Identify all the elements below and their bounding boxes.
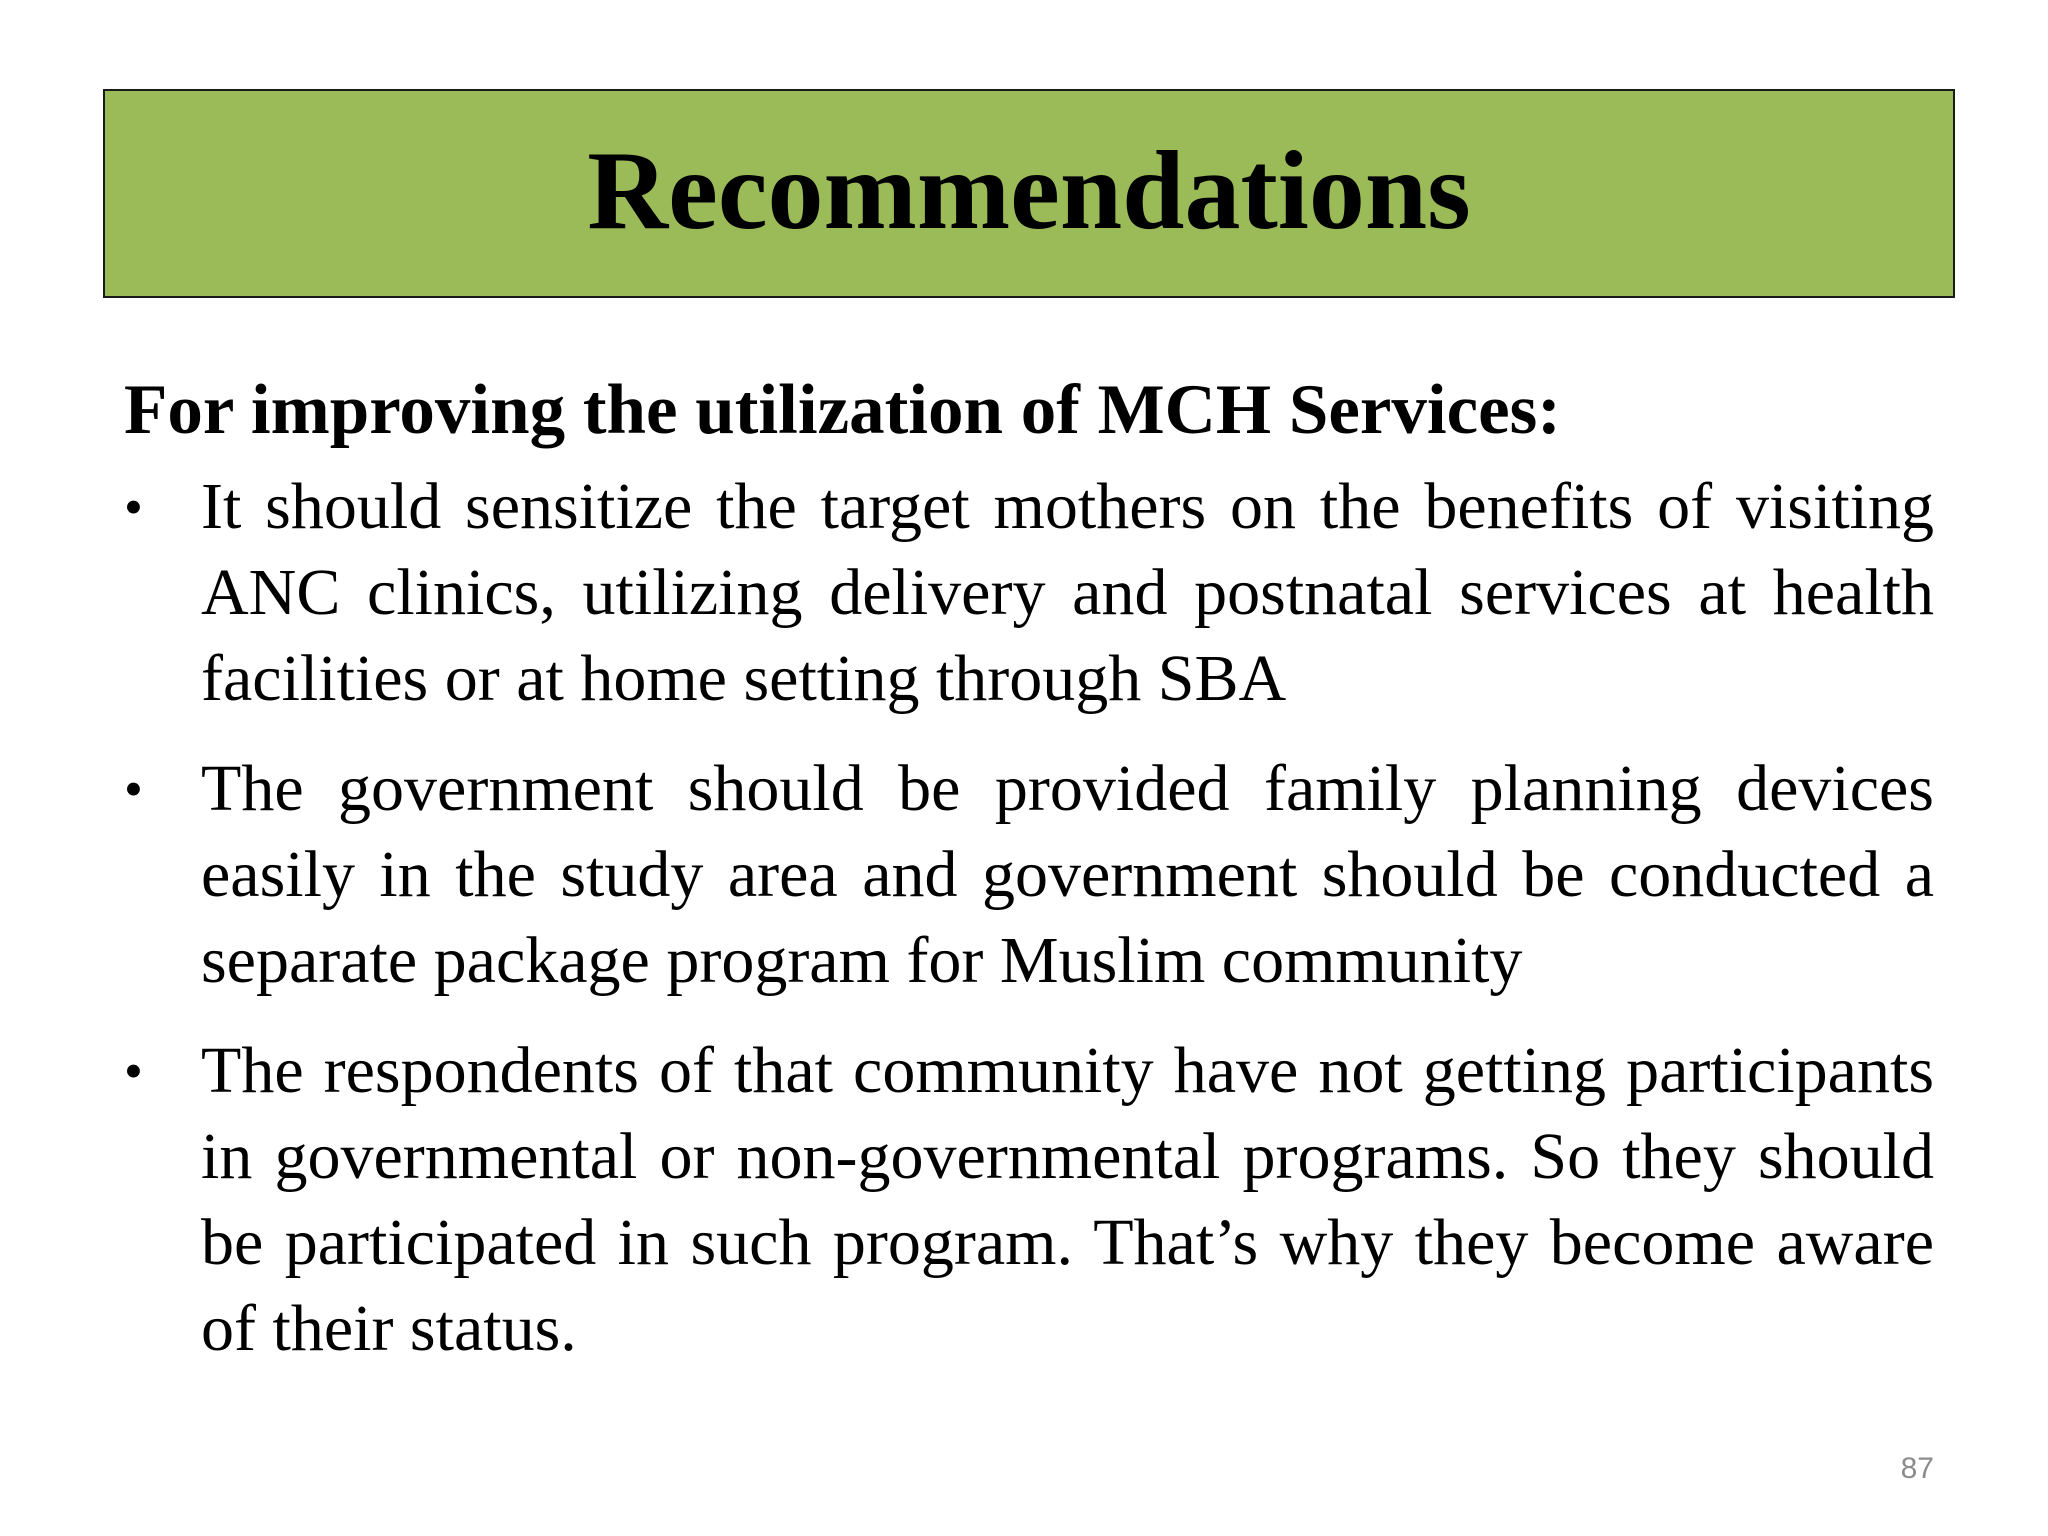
bullet-icon: • [124,1041,143,1101]
section-subheading: For improving the utilization of MCH Services: [124,371,1561,449]
slide-content [124,368,1934,1396]
list-item [124,746,1934,1004]
recommendation-list [124,464,1934,1372]
bullet-icon: • [124,759,143,819]
list-item [124,464,1934,722]
title-banner [103,89,1955,298]
list-item-text: The respondents of that community have not getting participants in governmental or non-governmental programs. So they should be participated in such program. That’s why they become aware of their status. [201,1034,1934,1365]
list-item [124,1028,1934,1372]
slide-title: Recommendations [587,128,1471,253]
list-item-text: It should sensitize the target mothers on the benefits of visiting ANC clinics, utilizing delivery and postnatal services at health facilities or at home setting through SBA [201,470,1934,715]
list-item-text: The government should be provided family planning devices easily in the study area and government should be conducted a separate package program for Muslim community [201,752,1934,997]
bullet-icon: • [124,477,143,537]
page-number: 87 [1900,1452,1934,1485]
